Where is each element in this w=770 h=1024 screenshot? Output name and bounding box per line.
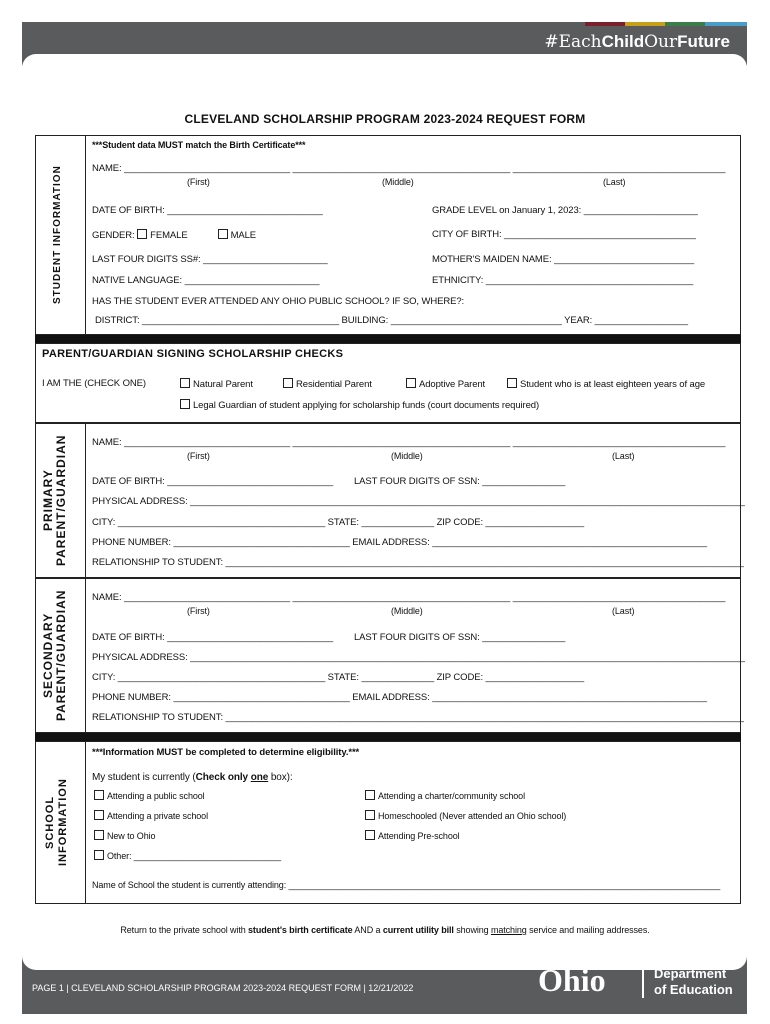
student-eighteen-checkbox[interactable] (507, 378, 517, 388)
secondary-divider (85, 578, 86, 733)
secondary-middle-label: (Middle) (391, 606, 423, 616)
native-language-field[interactable]: NATIVE LANGUAGE: __________________________ (92, 275, 320, 286)
natural-parent-label: Natural Parent (193, 379, 253, 390)
female-checkbox[interactable] (137, 229, 147, 239)
ss-field[interactable]: LAST FOUR DIGITS SS#: ________________________ (92, 254, 328, 265)
student-note: ***Student data MUST match the Birth Certificate*** (92, 140, 306, 150)
other-checkbox[interactable] (94, 850, 104, 860)
header-stripe-3 (665, 22, 705, 26)
preschool-option[interactable]: Attending Pre-school (365, 830, 460, 841)
district-field[interactable]: DISTRICT: ______________________________________ BUILDING: _________________________________ YEAR: __________________ (95, 315, 688, 326)
ethnicity-field[interactable]: ETHNICITY: ________________________________________ (432, 275, 694, 286)
check-one-label: I AM THE (CHECK ONE) (42, 378, 146, 389)
student-name-field[interactable]: NAME: ________________________________ __________________________________________ _________________________________________ (92, 163, 726, 174)
school-name-field[interactable]: Name of School the student is currently attending: ________________________________________________________________________________________ (92, 880, 721, 890)
residential-parent-option[interactable] (283, 378, 372, 390)
school-divider (85, 741, 86, 904)
natural-parent-checkbox[interactable] (180, 378, 190, 388)
primary-ssn-field[interactable]: LAST FOUR DIGITS OF SSN: ________________ (354, 476, 566, 487)
school-side-label: SCHOOL INFORMATION (44, 778, 69, 867)
secondary-side-label: SECONDARY PARENT/GUARDIAN (41, 589, 68, 722)
header-stripe-4 (705, 22, 747, 26)
primary-relationship-field[interactable]: RELATIONSHIP TO STUDENT: ____________________________________________________________________________________________________ (92, 557, 744, 568)
adoptive-parent-option[interactable] (406, 378, 485, 390)
new-to-ohio-checkbox[interactable] (94, 830, 104, 840)
gender-field (92, 229, 256, 241)
header-curve (22, 54, 747, 84)
ohio-logo: Ohio (538, 962, 606, 998)
public-school-checkbox[interactable] (94, 790, 104, 800)
first-label: (First) (187, 177, 210, 187)
last-label: (Last) (603, 177, 626, 187)
grade-level-field[interactable]: GRADE LEVEL on January 1, 2023: ______________________ (432, 205, 698, 216)
secondary-last-label: (Last) (612, 606, 635, 616)
primary-side-label: PRIMARY PARENT/GUARDIAN (41, 434, 68, 567)
primary-address-field[interactable]: PHYSICAL ADDRESS: ___________________________________________________________________________________________________________ (92, 496, 745, 507)
primary-phone-field[interactable]: PHONE NUMBER: __________________________________ EMAIL ADDRESS: _____________________________________________________ (92, 537, 707, 548)
female-label: FEMALE (150, 230, 188, 241)
section-divider-2 (35, 733, 741, 741)
homeschooled-checkbox[interactable] (365, 810, 375, 820)
primary-middle-label: (Middle) (391, 451, 423, 461)
adoptive-parent-checkbox[interactable] (406, 378, 416, 388)
private-school-option[interactable]: Attending a private school (94, 810, 208, 821)
secondary-name-field[interactable]: NAME: ________________________________ __________________________________________ _________________________________________ (92, 592, 726, 603)
primary-city-field[interactable]: CITY: ________________________________________ STATE: ______________ ZIP CODE: ___________________ (92, 517, 585, 528)
hashtag-logo: #EachChildOurFuture (544, 32, 730, 52)
secondary-dob-field[interactable]: DATE OF BIRTH: ________________________________ (92, 632, 334, 643)
currently-label: My student is currently (Check only one box): (92, 772, 293, 783)
secondary-city-field[interactable]: CITY: ________________________________________ STATE: ______________ ZIP CODE: ___________________ (92, 672, 585, 683)
residential-parent-checkbox[interactable] (283, 378, 293, 388)
charter-school-option[interactable]: Attending a charter/community school (365, 790, 525, 801)
legal-guardian-option[interactable] (180, 399, 539, 411)
department-logo: Department of Education (642, 966, 733, 998)
charter-school-checkbox[interactable] (365, 790, 375, 800)
student-eighteen-option[interactable] (507, 378, 705, 390)
other-option[interactable]: Other: ______________________________ (94, 850, 281, 861)
attended-question: HAS THE STUDENT EVER ATTENDED ANY OHIO PUBLIC SCHOOL? IF SO, WHERE?: (92, 296, 465, 307)
gender-label: GENDER: (92, 230, 135, 241)
primary-dob-field[interactable]: DATE OF BIRTH: ________________________________ (92, 476, 334, 487)
primary-first-label: (First) (187, 451, 210, 461)
middle-label: (Middle) (382, 177, 414, 187)
secondary-first-label: (First) (187, 606, 210, 616)
header-stripe-2 (625, 22, 665, 26)
student-divider (85, 135, 86, 335)
primary-divider (85, 423, 86, 578)
private-school-checkbox[interactable] (94, 810, 104, 820)
secondary-address-field[interactable]: PHYSICAL ADDRESS: ___________________________________________________________________________________________________________ (92, 652, 745, 663)
natural-parent-option[interactable] (180, 378, 253, 390)
secondary-ssn-field[interactable]: LAST FOUR DIGITS OF SSN: ________________ (354, 632, 566, 643)
parent-heading: PARENT/GUARDIAN SIGNING SCHOLARSHIP CHECKS (42, 348, 344, 360)
new-to-ohio-option[interactable]: New to Ohio (94, 830, 155, 841)
secondary-phone-field[interactable]: PHONE NUMBER: __________________________________ EMAIL ADDRESS: _____________________________________________________ (92, 692, 707, 703)
adoptive-parent-label: Adoptive Parent (419, 379, 486, 390)
homeschooled-option[interactable]: Homeschooled (Never attended an Ohio school) (365, 810, 566, 821)
city-of-birth-field[interactable]: CITY OF BIRTH: _____________________________________ (432, 229, 696, 240)
footer-text: PAGE 1 | CLEVELAND SCHOLARSHIP PROGRAM 2023-2024 REQUEST FORM | 12/21/2022 (32, 983, 414, 993)
legal-guardian-label: Legal Guardian of student applying for scholarship funds (court documents required) (193, 400, 540, 411)
section-divider-1 (35, 335, 741, 343)
return-note: Return to the private school with student's birth certificate AND a current utility bill showing matching service and mailing addresses. (120, 925, 650, 935)
secondary-relationship-field[interactable]: RELATIONSHIP TO STUDENT: ____________________________________________________________________________________________________ (92, 712, 744, 723)
student-dob-field[interactable]: DATE OF BIRTH: ______________________________ (92, 205, 323, 216)
public-school-option[interactable]: Attending a public school (94, 790, 205, 801)
header-stripe-1 (585, 22, 625, 26)
student-side-label: STUDENT INFORMATION (52, 165, 63, 305)
male-label: MALE (230, 230, 257, 241)
page-title: CLEVELAND SCHOLARSHIP PROGRAM 2023-2024 REQUEST FORM (184, 112, 586, 126)
primary-name-field[interactable]: NAME: ________________________________ __________________________________________ _________________________________________ (92, 437, 726, 448)
male-checkbox[interactable] (218, 229, 228, 239)
primary-last-label: (Last) (612, 451, 635, 461)
student-eighteen-label: Student who is at least eighteen years of age (520, 379, 706, 390)
legal-guardian-checkbox[interactable] (180, 399, 190, 409)
school-note: ***Information MUST be completed to determine eligibility.*** (92, 747, 360, 758)
preschool-checkbox[interactable] (365, 830, 375, 840)
residential-parent-label: Residential Parent (296, 379, 372, 390)
maiden-name-field[interactable]: MOTHER'S MAIDEN NAME: ___________________________ (432, 254, 695, 265)
